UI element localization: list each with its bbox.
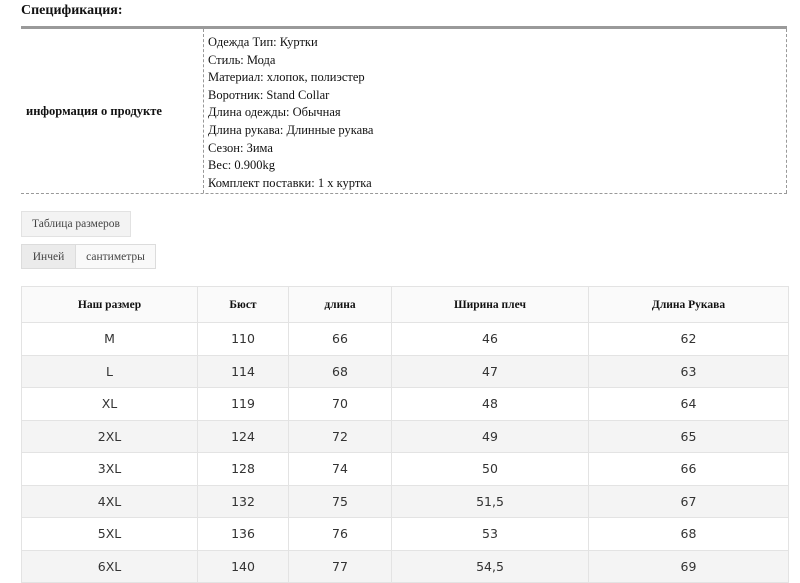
cell-size: 4XL (22, 485, 198, 518)
size-chart-button[interactable]: Таблица размеров (21, 211, 131, 237)
header-sleeve-length: Длина Рукава (589, 287, 789, 323)
cell-length: 75 (289, 485, 392, 518)
cell-shoulder: 50 (392, 453, 589, 486)
spec-title: Спецификация: (21, 3, 123, 18)
cell-size: 5XL (22, 518, 198, 551)
cell-bust: 114 (198, 355, 289, 388)
cell-bust: 110 (198, 323, 289, 356)
header-shoulder-width: Ширина плеч (392, 287, 589, 323)
cell-sleeve: 63 (589, 355, 789, 388)
spec-line-package: Комплект поставки: 1 x куртка (208, 175, 372, 190)
table-row (22, 518, 789, 551)
cell-shoulder: 54,5 (392, 550, 589, 583)
cell-bust: 140 (198, 550, 289, 583)
table-row (22, 453, 789, 486)
table-row (22, 420, 789, 453)
cell-length: 68 (289, 355, 392, 388)
cell-bust: 119 (198, 388, 289, 421)
unit-toggle (21, 244, 156, 269)
spec-details (204, 29, 787, 193)
cell-sleeve: 69 (589, 550, 789, 583)
spec-line-style: Стиль: Мода (208, 52, 276, 67)
product-info-label: информация о продукте (21, 29, 204, 193)
table-header-row (22, 287, 789, 323)
size-table (21, 286, 789, 583)
header-length: длина (289, 287, 392, 323)
spec-line-sleeve: Длина рукава: Длинные рукава (208, 122, 374, 137)
spec-line-type: Одежда Тип: Куртки (208, 35, 318, 49)
cell-bust: 128 (198, 453, 289, 486)
table-row (22, 388, 789, 421)
table-row (22, 323, 789, 356)
cell-shoulder: 47 (392, 355, 589, 388)
spec-line-collar: Воротник: Stand Collar (208, 87, 330, 102)
cell-sleeve: 67 (589, 485, 789, 518)
cell-length: 66 (289, 323, 392, 356)
spec-line-length: Длина одежды: Обычная (208, 105, 341, 120)
cell-size: L (22, 355, 198, 388)
spec-line-season: Сезон: Зима (208, 140, 273, 155)
cell-size: 3XL (22, 453, 198, 486)
cell-shoulder: 48 (392, 388, 589, 421)
table-row (22, 485, 789, 518)
cell-bust: 136 (198, 518, 289, 551)
spec-table (21, 26, 787, 194)
cell-bust: 132 (198, 485, 289, 518)
cell-sleeve: 65 (589, 420, 789, 453)
cell-sleeve: 66 (589, 453, 789, 486)
header-bust: Бюст (198, 287, 289, 323)
cell-length: 76 (289, 518, 392, 551)
cell-length: 74 (289, 453, 392, 486)
cell-size: XL (22, 388, 198, 421)
cell-size: M (22, 323, 198, 356)
inch-toggle-button[interactable]: Инчей (22, 245, 76, 268)
cell-shoulder: 51,5 (392, 485, 589, 518)
cell-length: 77 (289, 550, 392, 583)
cell-sleeve: 62 (589, 323, 789, 356)
cell-sleeve: 68 (589, 518, 789, 551)
spec-line-material: Материал: хлопок, полиэстер (208, 70, 365, 85)
cell-length: 72 (289, 420, 392, 453)
cell-shoulder: 49 (392, 420, 589, 453)
cell-sleeve: 64 (589, 388, 789, 421)
spec-line-weight: Вес: 0.900kg (208, 158, 275, 173)
cell-shoulder: 53 (392, 518, 589, 551)
table-row (22, 550, 789, 583)
cell-bust: 124 (198, 420, 289, 453)
table-row (22, 355, 789, 388)
header-our-size: Наш размер (22, 287, 198, 323)
cell-length: 70 (289, 388, 392, 421)
cell-size: 2XL (22, 420, 198, 453)
cm-toggle-button[interactable]: сантиметры (76, 245, 155, 268)
cell-size: 6XL (22, 550, 198, 583)
cell-shoulder: 46 (392, 323, 589, 356)
